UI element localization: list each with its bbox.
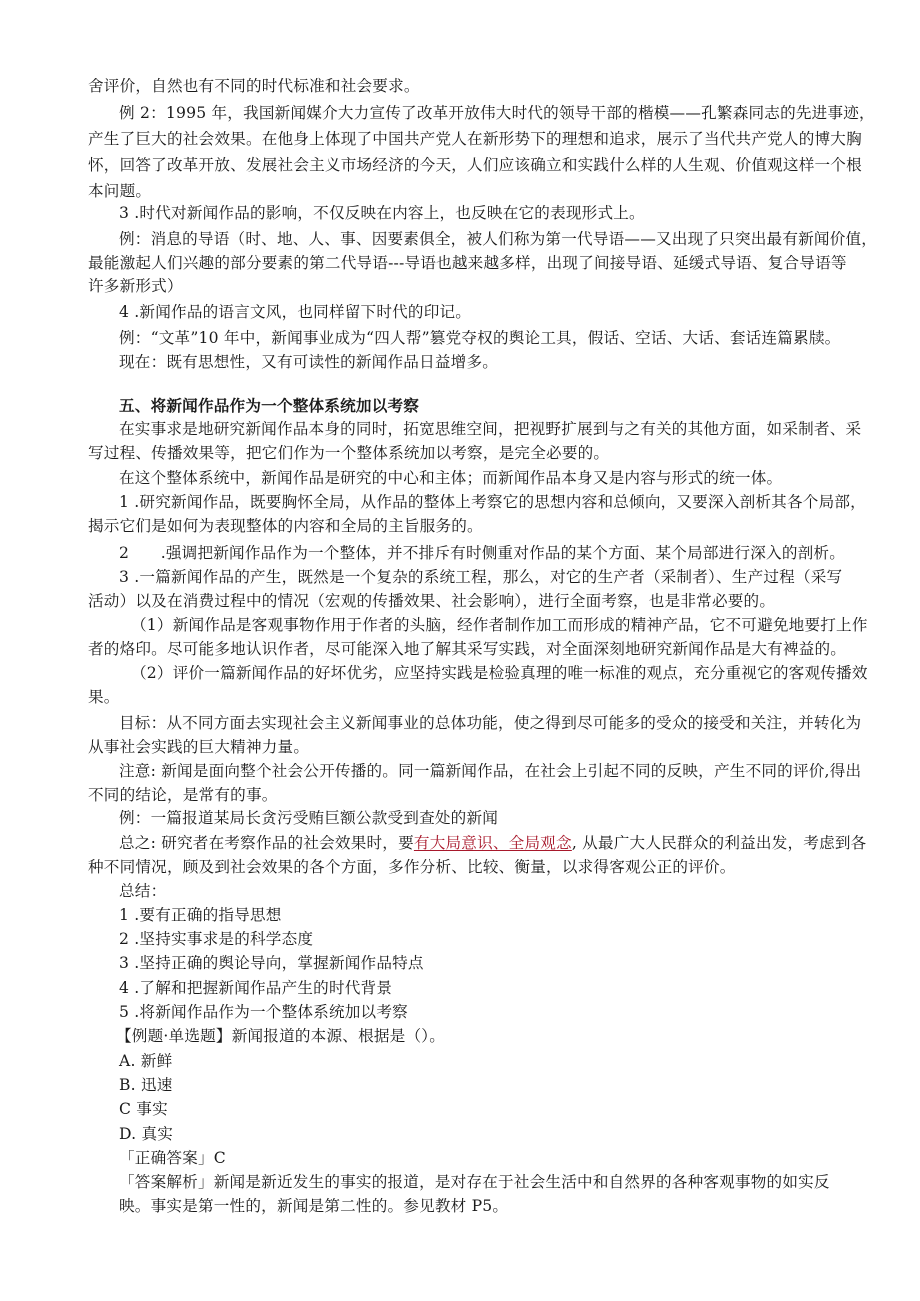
- section-heading: 五、将新闻作品作为一个整体系统加以考察: [119, 396, 420, 415]
- answer-explanation-cont: 映。事实是第一性的，新闻是第二性的。参见教材 P5。: [119, 1197, 509, 1215]
- example-line: 例：“文革”10 年中，新闻事业成为“四人帮”篡党夺权的舆论工具，假话、空话、大话、套话连篇累牍。: [119, 329, 841, 347]
- example-line: 例：一篇报道某局长贪污受贿巨额公款受到查处的新闻: [119, 809, 499, 827]
- option-b: B. 迅速: [119, 1076, 173, 1094]
- conclusion-item: 2 .坚持实事求是的科学态度: [119, 930, 314, 948]
- summary-text: 总之: 研究者在考察作品的社会效果时，要: [119, 834, 414, 852]
- question-stem: 【例题·单选题】新闻报道的本源、根据是（）。: [116, 1027, 446, 1045]
- paragraph-line: 揭示它们是如何为表现整体的内容和全局的主旨服务的。: [88, 517, 483, 535]
- highlighted-phrase: 有大局意识、全局观念: [413, 834, 572, 852]
- example-lead-line: 例：消息的导语（时、地、人、事、因要素俱全，被人们称为第一代导语——又出现了只突出最有新闻价值，: [119, 230, 878, 248]
- option-d: D. 真实: [119, 1125, 174, 1143]
- paragraph-line: 写过程、传播效果等，把它们作为一个整体系统加以考察，是完全必要的。: [88, 444, 610, 462]
- paragraph-line: 种不同情况，顾及到社会效果的各个方面，多作分析、比较、衡量，以求得客观公正的评价。: [88, 858, 736, 876]
- example-2-line: 例 2：1995 年，我国新闻媒介大力宣传了改革开放伟大时代的领导干部的楷模——孔繁森同志的先进事迹，: [119, 104, 875, 122]
- note-line: 注意: 新闻是面向整个社会公开传播的。同一篇新闻作品，在社会上引起不同的反映，产生不同的评价,得出: [119, 762, 862, 780]
- paragraph-line: 现在：既有思想性，又有可读性的新闻作品日益增多。: [119, 353, 499, 371]
- goal-line: 目标：从不同方面去实现社会主义新闻事业的总体功能，使之得到尽可能多的受众的接受和关注，并转化为: [119, 714, 862, 732]
- conclusion-item: 4 .了解和把握新闻作品产生的时代背景: [119, 979, 393, 997]
- point-3-line: 3 .一篇新闻作品的产生，既然是一个复杂的系统工程，那么，对它的生产者（采制者）、生产过程（采写: [119, 568, 843, 586]
- paragraph-line: 产生了巨大的社会效果。在他身上体现了中国共产党人在新形势下的理想和追求，展示了当代共产党人的博大胸: [88, 130, 862, 148]
- point-3-line: 3 .时代对新闻作品的影响，不仅反映在内容上，也反映在它的表现形式上。: [119, 204, 645, 222]
- point-4-line: 4 .新闻作品的语言文风，也同样留下时代的印记。: [119, 303, 472, 321]
- paragraph-line: 活动）以及在消费过程中的情况（宏观的传播效果、社会影响），进行全面考察，也是非常必要的。: [88, 592, 776, 610]
- summary-line: [119, 833, 866, 853]
- option-a: A. 新鲜: [119, 1052, 173, 1070]
- paragraph-line: 在这个整体系统中，新闻作品是研究的中心和主体；而新闻作品本身又是内容与形式的统一体。: [119, 469, 783, 487]
- point-1-line: 1 .研究新闻作品，既要胸怀全局，从作品的整体上考察它的思想内容和总倾向，又要深入剖析其各个局部，: [119, 493, 866, 511]
- paragraph-line: 最能激起人们兴趣的部分要素的第二代导语---导语也越来越多样，出现了间接导语、延缓式导语、复合导语等: [88, 254, 847, 272]
- paragraph-line: 许多新形式）: [88, 277, 183, 295]
- conclusion-item: 5 .将新闻作品作为一个整体系统加以考察: [119, 1003, 408, 1021]
- paragraph-line: 果。: [88, 688, 120, 706]
- conclusion-item: 3 .坚持正确的舆论导向，掌握新闻作品特点: [119, 954, 424, 972]
- paragraph-line: 在实事求是地研究新闻作品本身的同时，拓宽思维空间，把视野扩展到与之有关的其他方面，如采制者、采: [119, 420, 862, 438]
- sub-point-2-line: （2）评价一篇新闻作品的好坏优劣，应坚持实践是检验真理的唯一标准的观点，充分重视它的客观传播效: [131, 664, 868, 682]
- paragraph-line: 不同的结论，是常有的事。: [88, 786, 278, 804]
- conclusion-heading: 总结：: [119, 882, 167, 900]
- paragraph-line: 者的烙印。尽可能多地认识作者，尽可能深入地了解其采写实践，对全面深刻地研究新闻作品是大有裨益的。: [88, 640, 847, 658]
- summary-text-cont: , 从最广大人民群众的利益出发，考虑到各: [571, 834, 867, 852]
- paragraph-line: 从事社会实践的巨大精神力量。: [88, 738, 310, 756]
- sub-point-1-line: （1）新闻作品是客观事物作用于作者的头脑，经作者制作加工而形成的精神产品，它不可避免地要打上作: [131, 616, 868, 634]
- correct-answer: 「正确答案」C: [119, 1149, 226, 1167]
- point-2-line: 2 .强调把新闻作品作为一个整体，并不排斥有时侧重对作品的某个方面、某个局部进行深入的剖析。: [119, 544, 845, 562]
- paragraph-line: 舍评价，自然也有不同的时代标准和社会要求。: [88, 77, 420, 95]
- option-c: C 事实: [119, 1100, 168, 1118]
- paragraph-line: 怀，回答了改革开放、发展社会主义市场经济的今天，人们应该确立和实践什么样的人生观、价值观这样一个根: [88, 156, 862, 174]
- paragraph-line: 本问题。: [88, 182, 152, 200]
- conclusion-item: 1 .要有正确的指导思想: [119, 906, 282, 924]
- answer-explanation: 「答案解析」新闻是新近发生的事实的报道，是对存在于社会生活中和自然界的各种客观事物的如实反: [119, 1173, 830, 1191]
